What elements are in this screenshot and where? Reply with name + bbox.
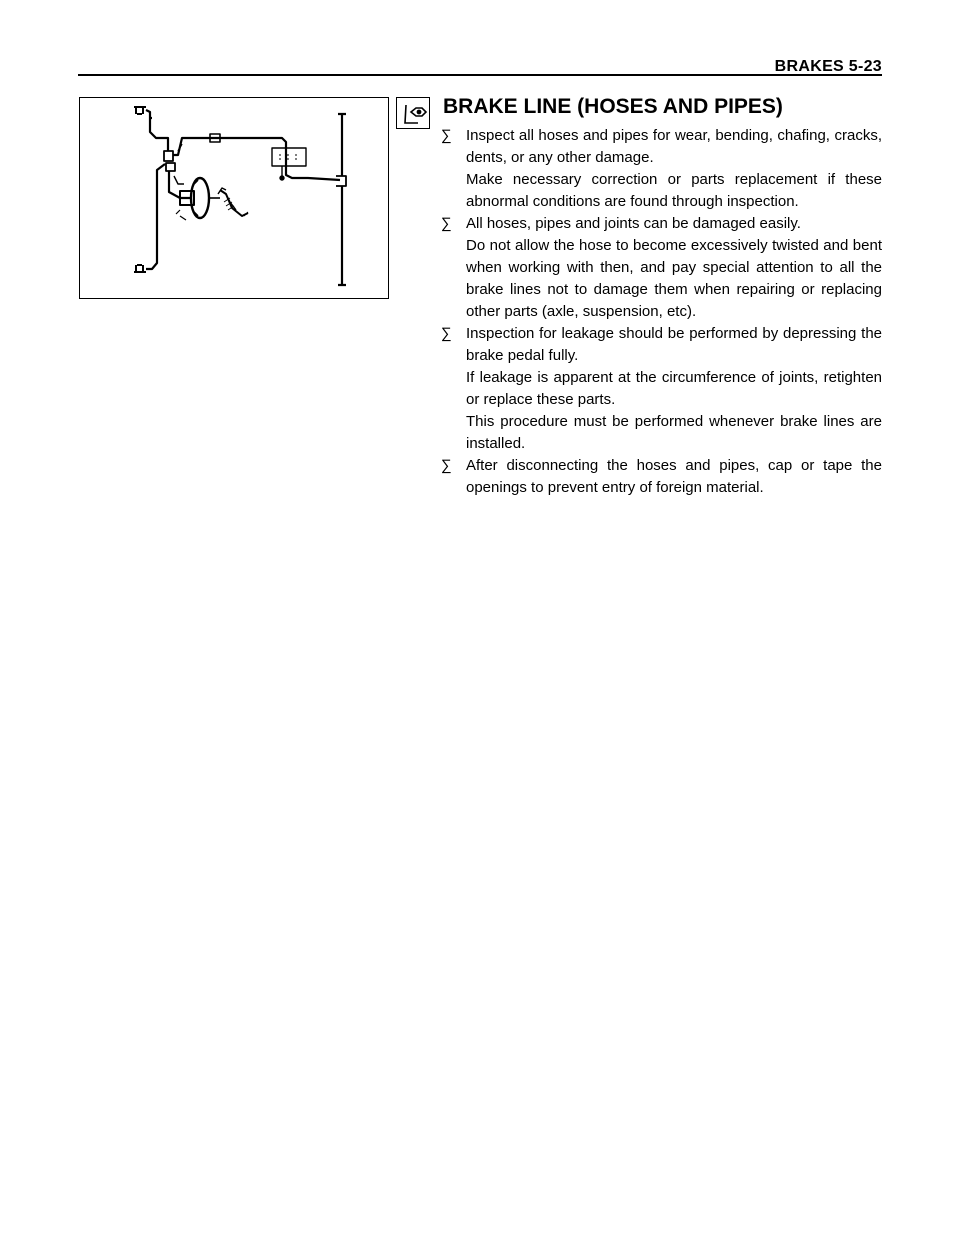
- instructions-body: [441, 125, 882, 499]
- continuation-body: This procedure must be performed whenever brake lines are installed.: [466, 413, 882, 452]
- continuation-text: [441, 411, 882, 455]
- bullet-item: [441, 455, 882, 499]
- continuation-text: [441, 367, 882, 411]
- bullet-item: [441, 323, 882, 367]
- continuation-body: Make necessary correction or parts replacement if these abnormal conditions are found through inspection.: [466, 171, 882, 210]
- brake-line-drawing: [80, 98, 390, 300]
- continuation-text: [441, 169, 882, 213]
- bullet-symbol: ∑: [441, 127, 452, 144]
- bullet-symbol: ∑: [441, 215, 452, 232]
- page-number: BRAKES 5-23: [774, 58, 882, 75]
- bullet-text: After disconnecting the hoses and pipes, cap or tape the openings to prevent entry of foreign material.: [466, 457, 882, 496]
- bullet-text: Inspect all hoses and pipes for wear, bending, chafing, cracks, dents, or any other damage.: [466, 127, 882, 166]
- bullet-item: [441, 125, 882, 169]
- bullet-symbol: ∑: [441, 457, 452, 474]
- section-title: BRAKE LINE (HOSES AND PIPES): [443, 95, 783, 118]
- inspect-icon: [396, 97, 430, 129]
- bullet-item: [441, 213, 882, 235]
- bullet-symbol: ∑: [441, 325, 452, 342]
- page-header: [78, 52, 882, 76]
- continuation-body: If leakage is apparent at the circumference of joints, retighten or replace these parts.: [466, 369, 882, 408]
- continuation-text: [441, 235, 882, 323]
- continuation-body: Do not allow the hose to become excessively twisted and bent when working with then, and pay special attention to all the brake lines not to damage them when repairing or replacing other parts (axle, suspension, etc).: [466, 237, 882, 320]
- bullet-text: All hoses, pipes and joints can be damaged easily.: [466, 215, 801, 232]
- brake-line-diagram: [79, 97, 389, 299]
- bullet-text: Inspection for leakage should be performed by depressing the brake pedal fully.: [466, 325, 882, 364]
